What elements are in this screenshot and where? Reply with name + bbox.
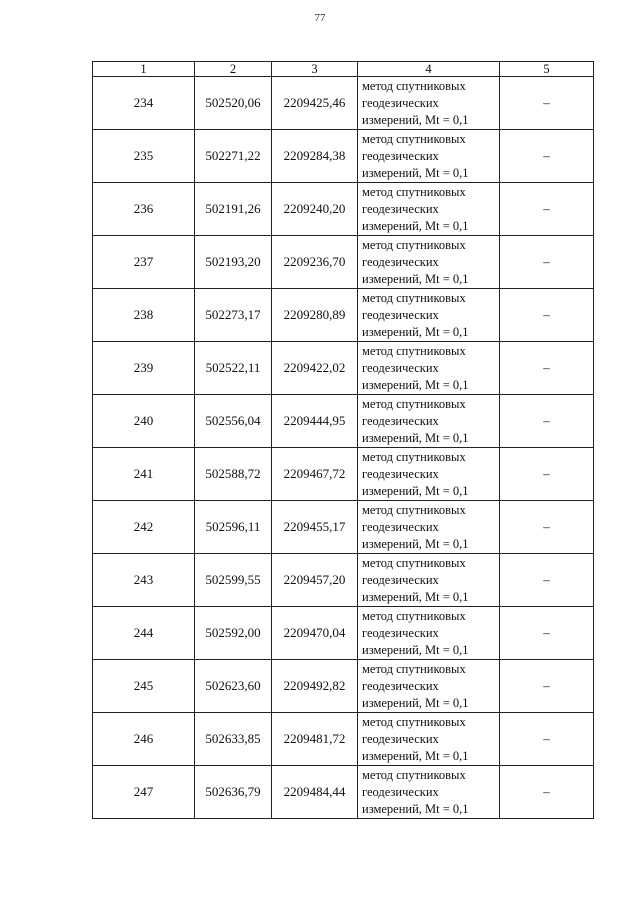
point-number-cell: 242: [93, 501, 195, 554]
method-cell: [358, 395, 500, 448]
method-line: измерений, Mt = 0,1: [362, 377, 469, 392]
method-line: метод спутниковых: [362, 237, 466, 252]
method-cell: [358, 766, 500, 819]
method-line: метод спутниковых: [362, 449, 466, 464]
coordinate-y-cell: 2209280,89: [272, 289, 358, 342]
table-row: [93, 713, 594, 766]
table-row: [93, 130, 594, 183]
method-line: метод спутниковых: [362, 184, 466, 199]
point-number-cell: 244: [93, 607, 195, 660]
point-number-cell: 245: [93, 660, 195, 713]
table-row: [93, 554, 594, 607]
method-cell: [358, 607, 500, 660]
coordinate-y-cell: 2209236,70: [272, 236, 358, 289]
method-line: измерений, Mt = 0,1: [362, 536, 469, 551]
coordinate-y-cell: 2209457,20: [272, 554, 358, 607]
point-number-cell: 238: [93, 289, 195, 342]
description-cell: –: [500, 713, 594, 766]
method-line: измерений, Mt = 0,1: [362, 271, 469, 286]
method-line: геодезических: [362, 360, 439, 375]
column-header: 5: [500, 62, 594, 77]
method-line: метод спутниковых: [362, 78, 466, 93]
method-line: геодезических: [362, 307, 439, 322]
column-header: 1: [93, 62, 195, 77]
method-line: измерений, Mt = 0,1: [362, 218, 469, 233]
coordinate-y-cell: 2209422,02: [272, 342, 358, 395]
method-cell: [358, 289, 500, 342]
page-number: 77: [314, 12, 326, 24]
table-row: [93, 395, 594, 448]
coordinate-x-cell: 502633,85: [195, 713, 272, 766]
coordinate-y-cell: 2209284,38: [272, 130, 358, 183]
column-header: 2: [195, 62, 272, 77]
method-line: измерений, Mt = 0,1: [362, 483, 469, 498]
method-line: метод спутниковых: [362, 290, 466, 305]
coordinate-x-cell: 502271,22: [195, 130, 272, 183]
method-line: метод спутниковых: [362, 396, 466, 411]
description-cell: –: [500, 183, 594, 236]
method-line: метод спутниковых: [362, 343, 466, 358]
description-cell: –: [500, 289, 594, 342]
method-line: метод спутниковых: [362, 608, 466, 623]
description-cell: –: [500, 501, 594, 554]
point-number-cell: 239: [93, 342, 195, 395]
method-line: геодезических: [362, 678, 439, 693]
method-cell: [358, 236, 500, 289]
method-cell: [358, 183, 500, 236]
method-line: метод спутниковых: [362, 714, 466, 729]
point-number-cell: 234: [93, 77, 195, 130]
coordinate-y-cell: 2209467,72: [272, 448, 358, 501]
method-line: измерений, Mt = 0,1: [362, 748, 469, 763]
coordinate-x-cell: 502193,20: [195, 236, 272, 289]
column-header: 3: [272, 62, 358, 77]
coordinate-x-cell: 502592,00: [195, 607, 272, 660]
coordinate-y-cell: 2209425,46: [272, 77, 358, 130]
point-number-cell: 243: [93, 554, 195, 607]
method-cell: [358, 342, 500, 395]
table-header-row: [93, 62, 594, 77]
method-line: метод спутниковых: [362, 767, 466, 782]
method-line: геодезических: [362, 784, 439, 799]
method-line: геодезических: [362, 519, 439, 534]
coordinate-y-cell: 2209481,72: [272, 713, 358, 766]
method-line: измерений, Mt = 0,1: [362, 324, 469, 339]
method-line: измерений, Mt = 0,1: [362, 642, 469, 657]
coordinate-x-cell: 502588,72: [195, 448, 272, 501]
coordinate-x-cell: 502596,11: [195, 501, 272, 554]
column-header: 4: [358, 62, 500, 77]
table-row: [93, 289, 594, 342]
table-row: [93, 607, 594, 660]
method-line: метод спутниковых: [362, 661, 466, 676]
table-body: [93, 77, 594, 819]
coordinate-x-cell: 502191,26: [195, 183, 272, 236]
method-cell: [358, 77, 500, 130]
coordinate-x-cell: 502520,06: [195, 77, 272, 130]
coordinate-y-cell: 2209484,44: [272, 766, 358, 819]
method-cell: [358, 130, 500, 183]
method-line: метод спутниковых: [362, 131, 466, 146]
method-line: измерений, Mt = 0,1: [362, 695, 469, 710]
point-number-cell: 246: [93, 713, 195, 766]
method-line: геодезических: [362, 254, 439, 269]
description-cell: –: [500, 77, 594, 130]
description-cell: –: [500, 448, 594, 501]
coordinate-y-cell: 2209444,95: [272, 395, 358, 448]
description-cell: –: [500, 554, 594, 607]
coordinate-y-cell: 2209240,20: [272, 183, 358, 236]
coordinate-x-cell: 502636,79: [195, 766, 272, 819]
method-line: геодезических: [362, 731, 439, 746]
point-number-cell: 241: [93, 448, 195, 501]
point-number-cell: 237: [93, 236, 195, 289]
point-number-cell: 240: [93, 395, 195, 448]
coordinate-x-cell: 502599,55: [195, 554, 272, 607]
coordinate-x-cell: 502522,11: [195, 342, 272, 395]
method-cell: [358, 448, 500, 501]
coordinate-x-cell: 502556,04: [195, 395, 272, 448]
coordinate-y-cell: 2209470,04: [272, 607, 358, 660]
coordinate-y-cell: 2209492,82: [272, 660, 358, 713]
method-line: геодезических: [362, 148, 439, 163]
method-line: геодезических: [362, 572, 439, 587]
table-row: [93, 766, 594, 819]
table-row: [93, 236, 594, 289]
table-row: [93, 342, 594, 395]
point-number-cell: 247: [93, 766, 195, 819]
coordinate-y-cell: 2209455,17: [272, 501, 358, 554]
description-cell: –: [500, 236, 594, 289]
table-row: [93, 501, 594, 554]
method-line: измерений, Mt = 0,1: [362, 589, 469, 604]
method-cell: [358, 713, 500, 766]
coordinates-table: [92, 61, 594, 819]
table-row: [93, 183, 594, 236]
method-cell: [358, 554, 500, 607]
point-number-cell: 236: [93, 183, 195, 236]
method-line: измерений, Mt = 0,1: [362, 430, 469, 445]
method-line: геодезических: [362, 413, 439, 428]
method-line: геодезических: [362, 95, 439, 110]
method-cell: [358, 660, 500, 713]
coordinate-x-cell: 502273,17: [195, 289, 272, 342]
method-line: метод спутниковых: [362, 555, 466, 570]
table-row: [93, 660, 594, 713]
method-line: геодезических: [362, 625, 439, 640]
method-line: измерений, Mt = 0,1: [362, 112, 469, 127]
method-line: геодезических: [362, 466, 439, 481]
method-line: измерений, Mt = 0,1: [362, 165, 469, 180]
description-cell: –: [500, 766, 594, 819]
description-cell: –: [500, 607, 594, 660]
description-cell: –: [500, 660, 594, 713]
method-cell: [358, 501, 500, 554]
description-cell: –: [500, 395, 594, 448]
method-line: метод спутниковых: [362, 502, 466, 517]
description-cell: –: [500, 342, 594, 395]
table-row: [93, 77, 594, 130]
table-row: [93, 448, 594, 501]
method-line: геодезических: [362, 201, 439, 216]
point-number-cell: 235: [93, 130, 195, 183]
coordinate-x-cell: 502623,60: [195, 660, 272, 713]
description-cell: –: [500, 130, 594, 183]
method-line: измерений, Mt = 0,1: [362, 801, 469, 816]
